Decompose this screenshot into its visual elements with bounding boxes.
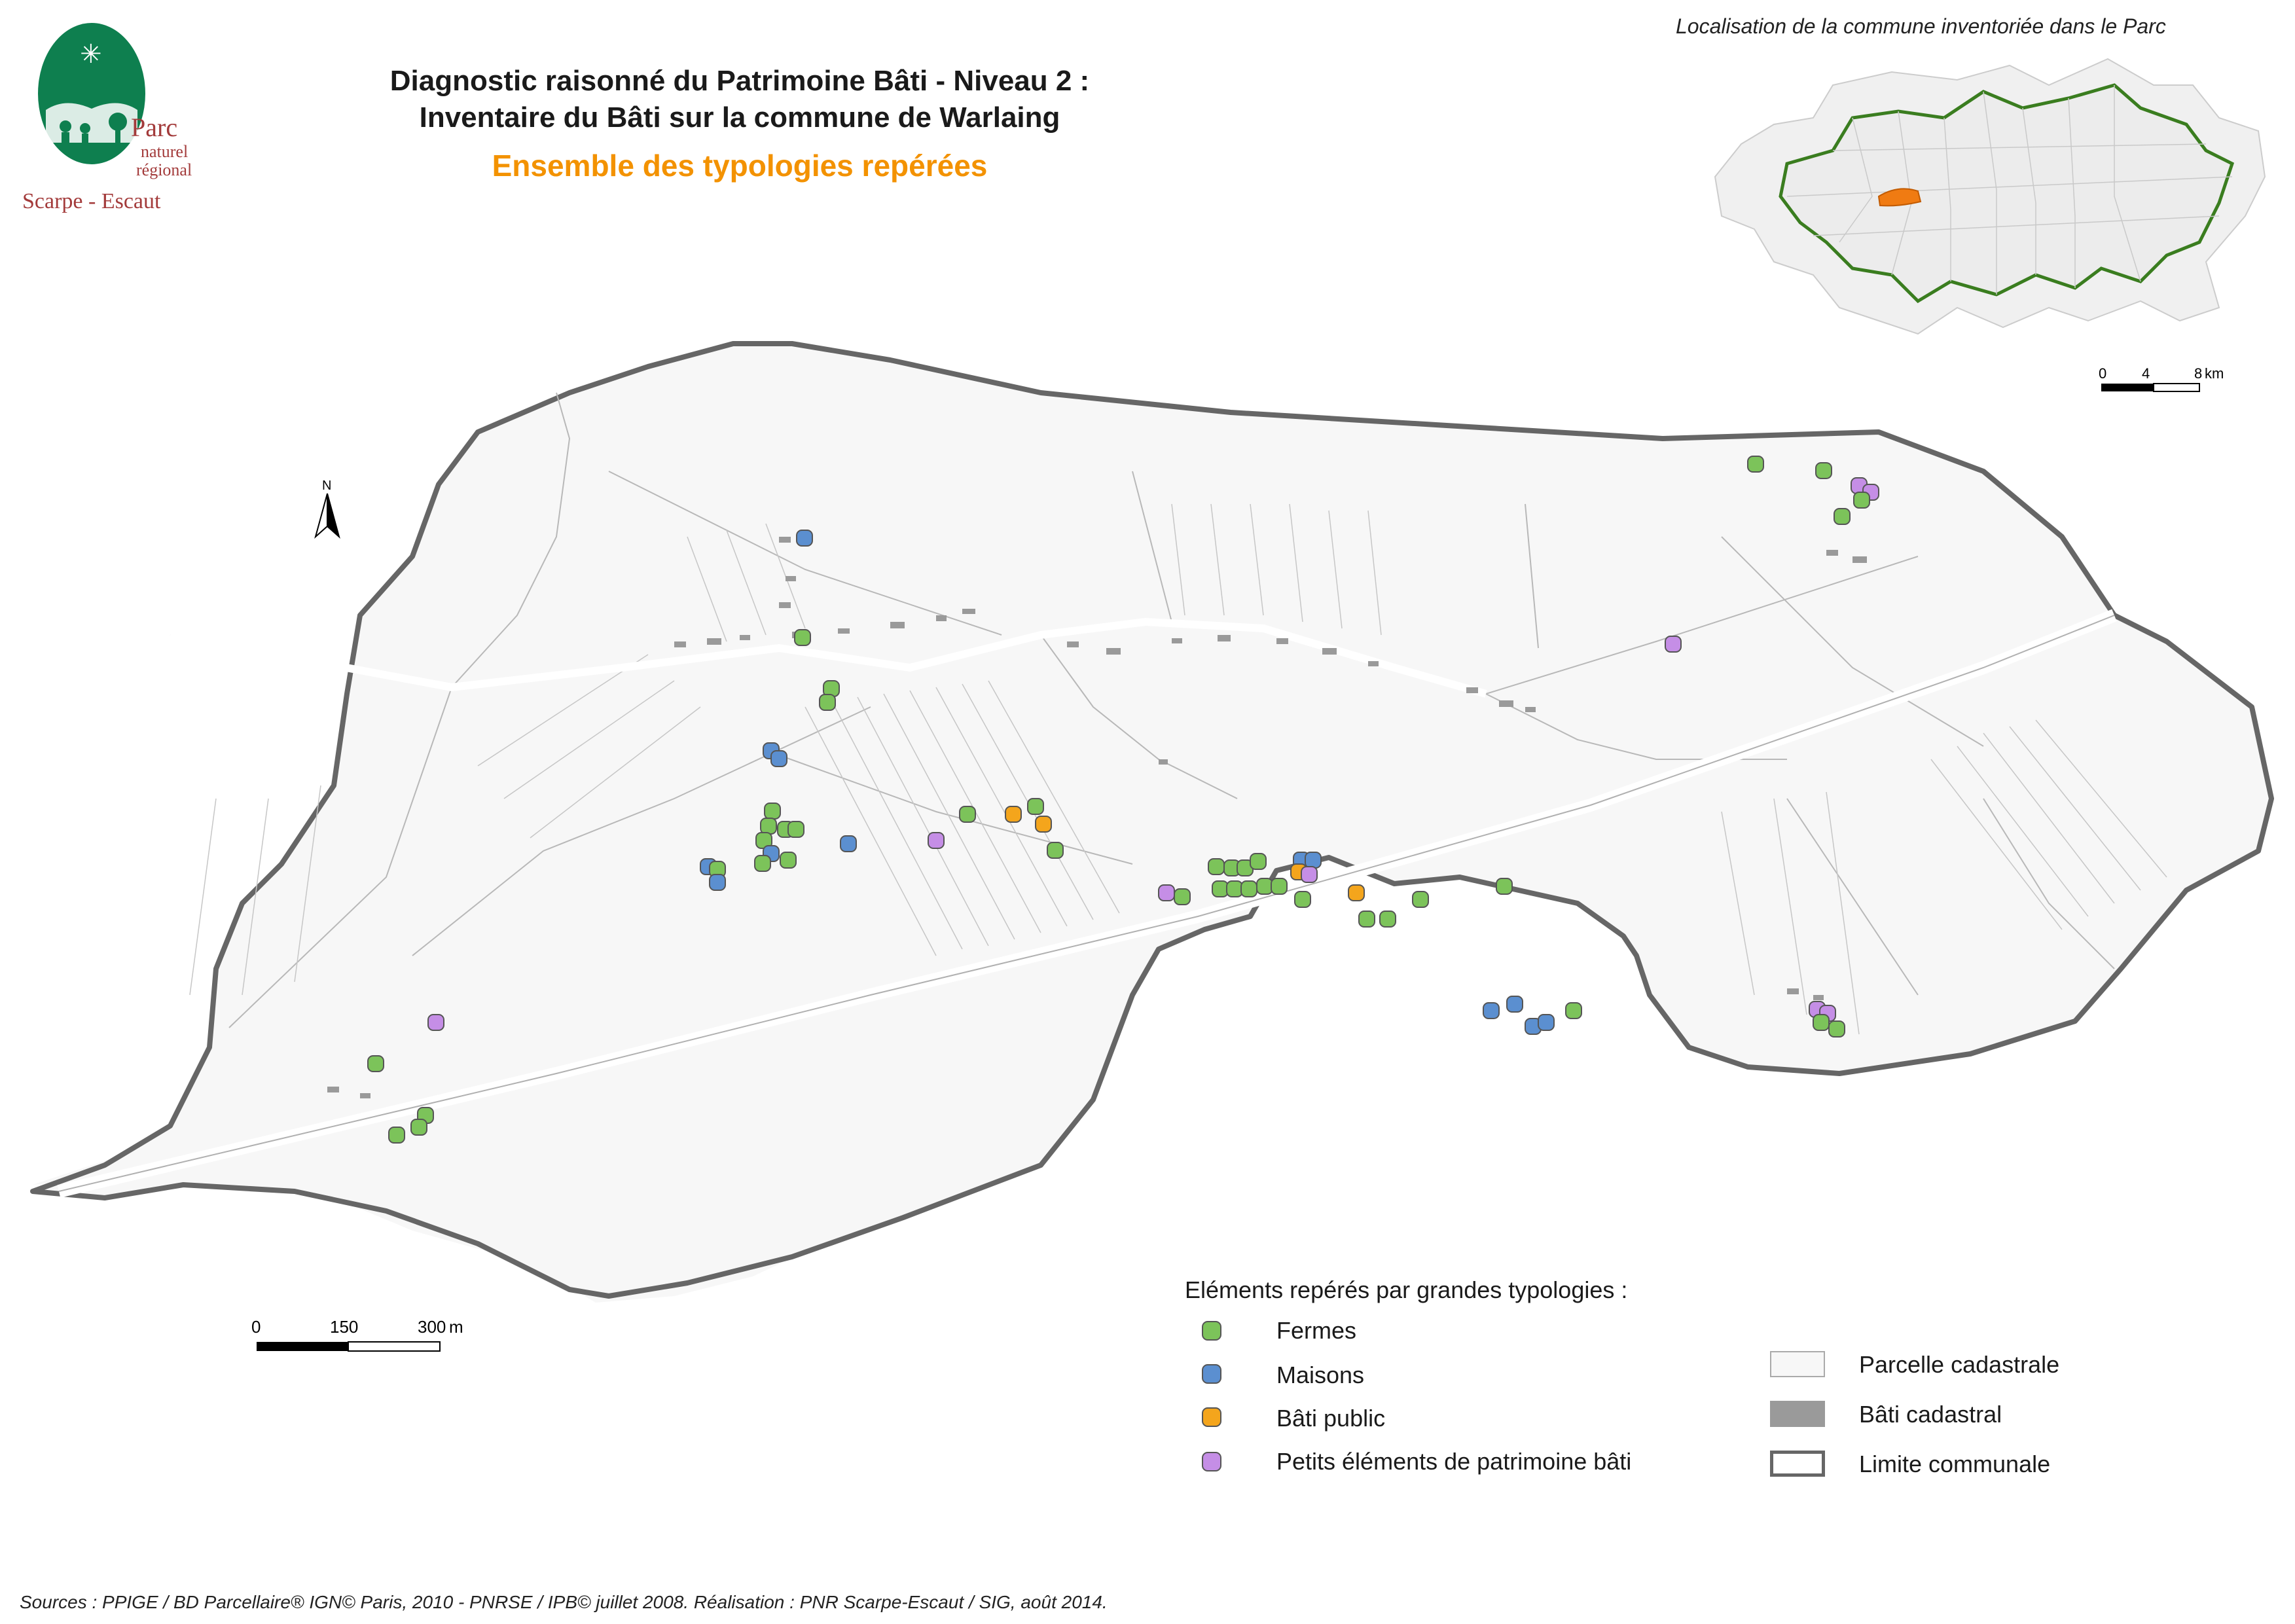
marker-petit-element [428, 1015, 444, 1030]
legend-ferme-swatch [1202, 1321, 1221, 1341]
marker-ferme [1359, 911, 1375, 927]
map-subtitle: Ensemble des typologies repérées [492, 149, 988, 183]
marker-ferme [1028, 799, 1043, 814]
scale-tick-150: 150 [330, 1317, 359, 1337]
marker-ferme [755, 856, 770, 871]
legend-parcelle-swatch [1770, 1351, 1825, 1377]
legend-bati-cadastral-swatch [1770, 1401, 1825, 1427]
marker-ferme [1250, 854, 1266, 869]
legend-bati-public-label: Bâti public [1276, 1405, 1386, 1432]
marker-maison [1507, 996, 1523, 1012]
inset-scale-tick-0: 0 [2099, 365, 2107, 382]
main-scale-bar [242, 1314, 491, 1367]
marker-ferme [1748, 456, 1763, 472]
legend-limite-label: Limite communale [1859, 1451, 2051, 1477]
scale-tick-0: 0 [251, 1317, 261, 1337]
marker-ferme [389, 1127, 405, 1143]
marker-ferme [1047, 842, 1063, 858]
marker-ferme [765, 803, 780, 819]
marker-ferme [795, 630, 810, 645]
marker-ferme [1816, 463, 1832, 478]
marker-maison [710, 875, 725, 890]
commune-boundary [33, 344, 2271, 1296]
marker-ferme [1174, 889, 1190, 905]
marker-bati-public [1005, 806, 1021, 822]
legend-maison-swatch [1202, 1364, 1221, 1384]
scale-unit: m [449, 1317, 463, 1337]
marker-maison [1538, 1015, 1554, 1030]
logo-word-parc: Parc [131, 113, 178, 142]
marker-ferme [1227, 881, 1242, 897]
marker-ferme [1413, 892, 1428, 907]
title-block [281, 63, 1198, 183]
marker-ferme [1813, 1015, 1829, 1030]
inset-scale-tick-2: 8 [2194, 365, 2203, 382]
marker-ferme [761, 818, 776, 834]
commune-map [20, 340, 2291, 1362]
legend-parcelle-label: Parcelle cadastrale [1859, 1351, 2060, 1378]
inset-scale-tick-1: 4 [2142, 365, 2150, 382]
north-label: N [322, 478, 332, 493]
marker-bati-public [1348, 885, 1364, 901]
marker-ferme [820, 695, 835, 710]
marker-maison [1305, 852, 1321, 868]
inset-scale-unit: km [2205, 365, 2224, 382]
logo-word-regional: régional [136, 160, 192, 179]
logo-word-naturel: naturel [141, 142, 189, 161]
sources-credit: Sources : PPIGE / BD Parcellaire® IGN© Paris, 2010 - PNRSE / IPB© juillet 2008. Réalisation : PNR Scarpe-Escaut / SIG, août 2014. [20, 1592, 1108, 1612]
inset-locator-map [1682, 46, 2271, 386]
legend-petit-element-swatch [1202, 1452, 1221, 1471]
marker-ferme [960, 806, 975, 822]
marker-petit-element [1301, 867, 1317, 882]
marker-ferme [1496, 878, 1512, 894]
marker-ferme [1295, 892, 1310, 907]
legend-limite-swatch [1770, 1451, 1825, 1477]
logo-word-scarpe-escaut: Scarpe - Escaut [22, 189, 161, 213]
marker-ferme [1380, 911, 1396, 927]
scale-tick-300: 300 [418, 1317, 446, 1337]
park-logo [20, 12, 196, 221]
map-title-line1: Diagnostic raisonné du Patrimoine Bâti - Niveau 2 : [389, 65, 1090, 97]
marker-ferme [780, 852, 796, 868]
legend-petit-element-label: Petits éléments de patrimoine bâti [1276, 1448, 1632, 1475]
marker-ferme [1257, 878, 1273, 894]
legend-ferme-label: Fermes [1276, 1317, 1357, 1344]
marker-petit-element [1665, 636, 1681, 652]
legend-bati-public-swatch [1202, 1407, 1221, 1427]
marker-ferme [1241, 881, 1257, 897]
marker-ferme [1212, 881, 1228, 897]
marker-ferme [1208, 859, 1224, 875]
marker-bati-public [1036, 816, 1051, 832]
marker-maison [1483, 1003, 1499, 1019]
marker-maison [771, 751, 787, 767]
marker-ferme [1271, 878, 1287, 894]
legend-bati-cadastral-label: Bâti cadastral [1859, 1401, 2002, 1428]
marker-petit-element [1159, 885, 1174, 901]
marker-maison [797, 530, 812, 546]
svg-text:✳: ✳ [80, 39, 102, 69]
inset-caption: Localisation de la commune inventoriée dans le Parc [1676, 14, 2166, 38]
marker-ferme [368, 1056, 384, 1072]
marker-ferme [1829, 1021, 1845, 1037]
map-title-line2: Inventaire du Bâti sur la commune de Warlaing [419, 101, 1060, 134]
marker-ferme [1834, 509, 1850, 524]
marker-ferme [1566, 1003, 1581, 1019]
marker-maison [840, 836, 856, 852]
marker-ferme [411, 1119, 427, 1135]
marker-ferme [788, 821, 804, 837]
legend-title: Eléments repérés par grandes typologies : [1185, 1276, 1628, 1303]
marker-petit-element [928, 833, 944, 848]
marker-ferme [1854, 492, 1870, 508]
legend-maison-label: Maisons [1276, 1362, 1365, 1388]
